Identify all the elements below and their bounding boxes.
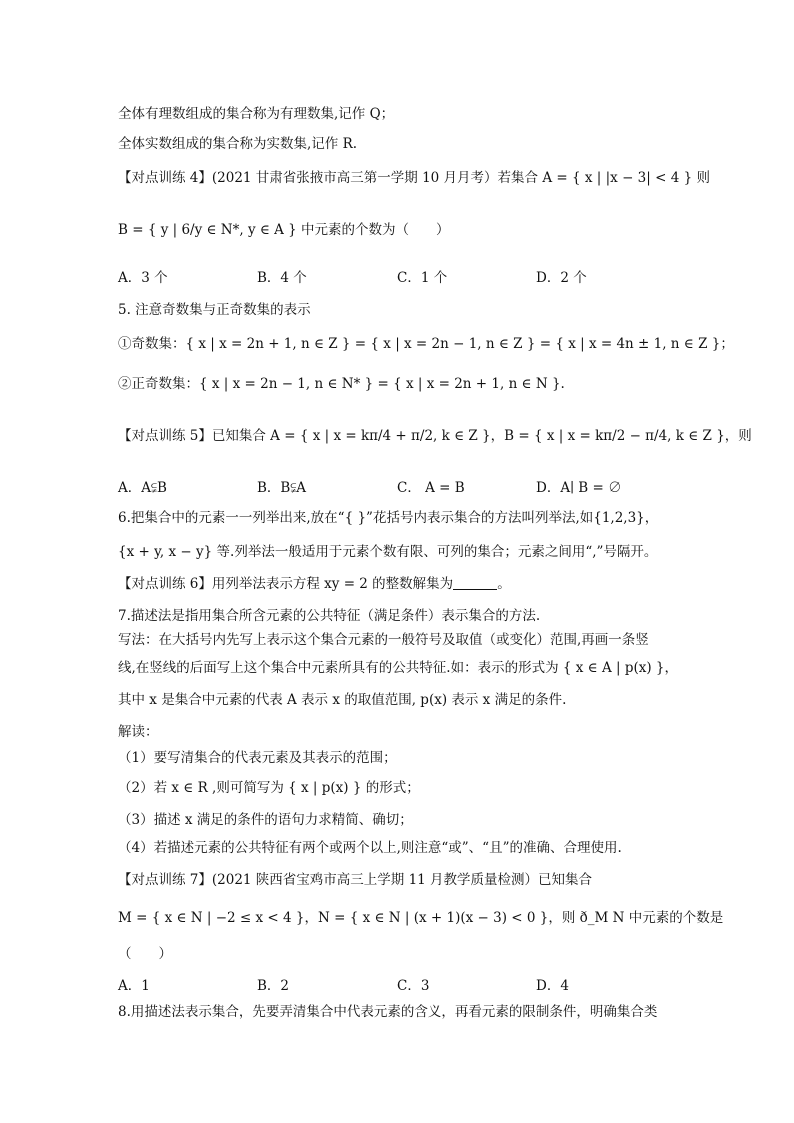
positive-odd-set-definition: ②正奇数集：{ x | x = 2n − 1, n ∈ N* } = { x | x = 2n + 1, n ∈ N }. — [118, 376, 565, 392]
interpretation-item: （1）要写清集合的代表元素及其表示的范围； — [118, 750, 397, 766]
option-a: A．1 — [118, 978, 150, 994]
interpretation-item: （4）若描述元素的公共特征有两个或两个以上,则注意“或”、“且”的准确、合理使用. — [118, 840, 622, 856]
answer-blank — [453, 575, 497, 590]
answer-parentheses: （ ） — [118, 946, 172, 962]
option-d: D．2 个 — [536, 270, 587, 286]
section-5-heading: 5. 注意奇数集与正奇数集的表示 — [118, 302, 311, 318]
text-line: 全体有理数组成的集合称为有理数集,记作 Q； — [118, 106, 395, 122]
option-d: D．4 — [536, 978, 569, 994]
option-b: B．2 — [257, 978, 290, 994]
exercise-4-header: 【对点训练 4】(2021 甘肃省张掖市高三第一学期 10 月月考）若集合 A = { x | |x − 3| < 4 } 则 — [118, 170, 710, 186]
interpretation-item: （3）描述 x 满足的条件的语句力求精简、确切； — [118, 812, 413, 828]
interpretation-item: （2）若 x ∈ R ,则可简写为 { x | p(x) } 的形式； — [118, 780, 420, 796]
option-b: B．B⫋A — [257, 480, 307, 496]
section-6-text: 6.把集合中的元素一一列举出来,放在“{ }”花括号内表示集合的方法叫列举法,如{1,2,3}， — [118, 510, 659, 526]
exercise-6-question — [118, 574, 511, 594]
exercise-7-header: 【对点训练 7】(2021 陕西省宝鸡市高三上学期 11 月教学质量检测）已知集合 — [118, 872, 593, 888]
option-c: C． A = B — [397, 480, 465, 496]
interpretation-heading: 解读： — [118, 724, 159, 740]
option-c: C．3 — [397, 978, 430, 994]
option-a: A．A⫋B — [118, 480, 167, 496]
exercise-6-text: 【对点训练 6】用列举法表示方程 xy = 2 的整数解集为 — [118, 576, 454, 592]
exercise-5-question: 【对点训练 5】已知集合 A = { x | x = kπ/4 + π/2, k ∈ Z }，B = { x | x = kπ/2 − π/4, k ∈ Z }，则 — [118, 428, 752, 444]
option-a: A．3 个 — [118, 270, 168, 286]
section-7-text: 线,在竖线的后面写上这个集合中元素所具有的公共特征.如：表示的形式为 { x ∈ A | p(x) }， — [118, 660, 678, 676]
section-6-text: {x + y, x − y} 等.列举法一般适用于元素个数有限、可列的集合；元素之间用“,”号隔开。 — [118, 544, 658, 560]
section-7-text: 写法：在大括号内先写上表示这个集合元素的一般符号及取值（或变化）范围,再画一条竖 — [118, 632, 649, 648]
exercise-6-end: 。 — [497, 576, 511, 592]
option-b: B．4 个 — [257, 270, 307, 286]
odd-set-definition: ①奇数集：{ x | x = 2n + 1, n ∈ Z } = { x | x = 2n − 1, n ∈ Z } = { x | x = 4n ± 1, n ∈ Z }； — [118, 336, 734, 352]
text-line: 全体实数组成的集合称为实数集,记作 R. — [118, 136, 358, 152]
option-c: C．1 个 — [397, 270, 448, 286]
section-7-heading: 7.描述法是指用集合所含元素的公共特征（满足条件）表示集合的方法. — [118, 608, 541, 624]
exercise-4-question: B = { y | 6/y ∈ N*, y ∈ A } 中元素的个数为（ ） — [118, 222, 450, 238]
exercise-7-question: M = { x ∈ N | −2 ≤ x < 4 }，N = { x ∈ N | (x + 1)(x − 3) < 0 }，则 ð_M N 中元素的个数是 — [118, 910, 724, 926]
section-7-text: 其中 x 是集合中元素的代表 A 表示 x 的取值范围, p(x) 表示 x 满足的条件. — [118, 692, 567, 708]
section-8-text: 8.用描述法表示集合，先要弄清集合中代表元素的含义，再看元素的限制条件，明确集合类 — [118, 1004, 658, 1020]
option-d: D．A∣ B = ∅ — [536, 480, 622, 496]
